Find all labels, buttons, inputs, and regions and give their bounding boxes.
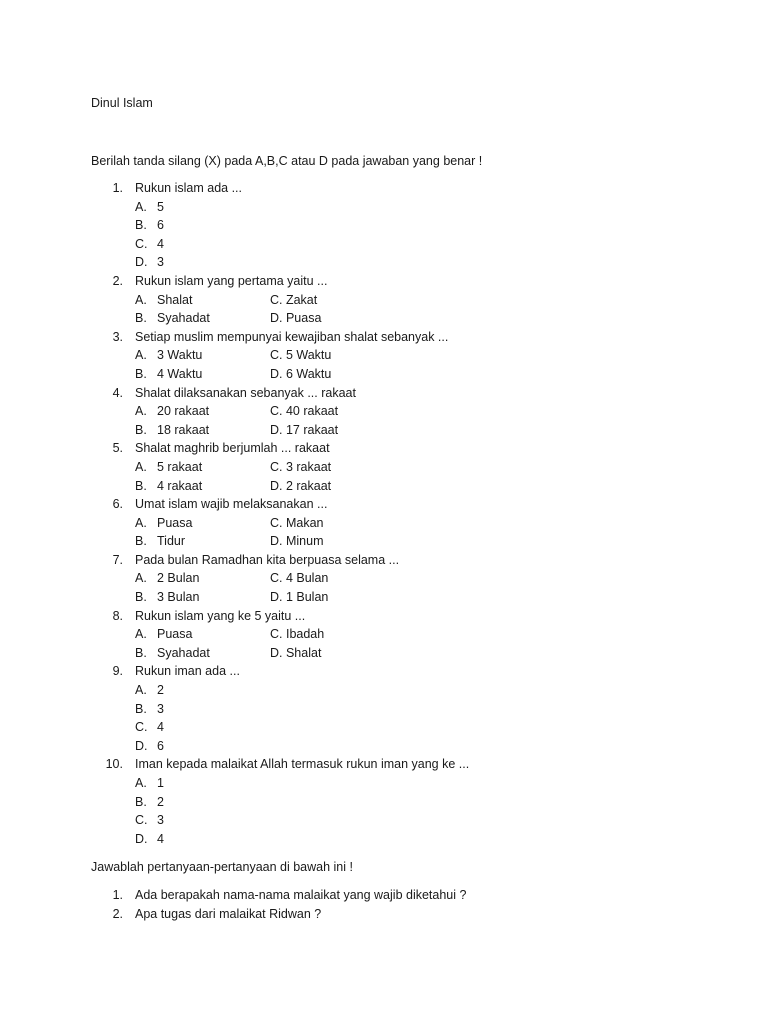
option-letter: D. — [135, 738, 148, 753]
option-letter: A. — [135, 683, 147, 698]
essay-question-item — [91, 886, 691, 905]
option-text: 4 — [157, 720, 164, 735]
answer-option-row — [91, 569, 691, 588]
option-right: D. 2 rakaat — [270, 478, 332, 493]
document-title: Dinul Islam — [91, 96, 153, 110]
essay-question-item — [91, 905, 691, 924]
option-letter: A. — [135, 292, 147, 307]
question-text: Rukun iman ada ... — [135, 664, 240, 679]
option-text: 3 — [157, 701, 164, 716]
question-item — [91, 755, 691, 774]
option-right: C. 5 Waktu — [270, 348, 332, 363]
answer-option — [91, 774, 691, 793]
question-item — [91, 328, 691, 347]
answer-option-row — [91, 644, 691, 663]
question-item — [91, 272, 691, 291]
option-text: 4 — [157, 236, 164, 251]
option-text: 1 — [157, 776, 164, 790]
option-text: 3 — [157, 255, 164, 270]
option-right: D. Puasa — [270, 311, 322, 326]
option-text: 18 rakaat — [157, 422, 210, 437]
answer-option — [91, 718, 691, 737]
option-letter: A. — [135, 404, 147, 419]
multiple-choice-list — [91, 179, 691, 848]
answer-option-row — [91, 514, 691, 533]
option-letter: B. — [135, 645, 147, 660]
option-text: Syahadat — [157, 311, 210, 326]
option-text: Puasa — [157, 627, 193, 642]
question-item — [91, 662, 691, 681]
answer-option — [91, 811, 691, 830]
option-letter: B. — [135, 794, 147, 809]
question-number: 7. — [112, 552, 123, 567]
option-text: 4 Waktu — [157, 366, 203, 381]
question-number: 2. — [112, 906, 123, 921]
option-letter: B. — [135, 590, 147, 605]
option-letter: B. — [135, 534, 147, 549]
question-text: Rukun islam ada ... — [135, 181, 242, 195]
option-letter: B. — [135, 478, 147, 493]
option-text: Tidur — [157, 534, 186, 549]
question-number: 10. — [105, 757, 123, 772]
option-right: C. 40 rakaat — [270, 404, 339, 419]
option-right: C. Ibadah — [270, 627, 325, 642]
question-item — [91, 439, 691, 458]
option-text: 5 rakaat — [157, 459, 203, 474]
question-text: Rukun islam yang pertama yaitu ... — [135, 273, 328, 288]
option-text: Shalat — [157, 292, 193, 307]
option-letter: C. — [135, 236, 148, 251]
answer-option-row — [91, 346, 691, 365]
instruction-essay: Jawablah pertanyaan-pertanyaan di bawah ini ! — [91, 860, 353, 874]
option-letter: A. — [135, 199, 147, 214]
option-letter: A. — [135, 627, 147, 642]
option-letter: A. — [135, 515, 147, 530]
option-right: D. 1 Bulan — [270, 590, 329, 605]
answer-option — [91, 216, 691, 235]
answer-option-row — [91, 291, 691, 310]
option-letter: A. — [135, 459, 147, 474]
option-right: C. 4 Bulan — [270, 571, 329, 586]
answer-option-row — [91, 402, 691, 421]
option-right: C. Makan — [270, 515, 324, 530]
question-text: Setiap muslim mempunyai kewajiban shalat sebanyak ... — [135, 329, 449, 344]
instruction-multiple-choice: Berilah tanda silang (X) pada A,B,C atau D pada jawaban yang benar ! — [91, 154, 483, 168]
answer-option — [91, 253, 691, 272]
answer-option-row — [91, 309, 691, 328]
question-item — [91, 495, 691, 514]
option-letter: B. — [135, 366, 147, 381]
question-text: Rukun islam yang ke 5 yaitu ... — [135, 608, 306, 623]
answer-option — [91, 681, 691, 700]
essay-question-list — [91, 886, 691, 923]
question-item — [91, 607, 691, 626]
question-text: Iman kepada malaikat Allah termasuk rukun iman yang ke ... — [135, 757, 470, 772]
question-number: 1. — [112, 181, 123, 195]
option-right: C. Zakat — [270, 292, 318, 307]
answer-option-row — [91, 625, 691, 644]
option-right: D. Shalat — [270, 645, 322, 660]
option-text: 5 — [157, 199, 164, 214]
question-item — [91, 179, 691, 198]
answer-option-row — [91, 532, 691, 551]
option-text: 6 — [157, 218, 164, 233]
answer-option — [91, 793, 691, 812]
question-text: Shalat maghrib berjumlah ... rakaat — [135, 441, 330, 456]
option-text: 3 Bulan — [157, 590, 200, 605]
option-letter: C. — [135, 720, 148, 735]
question-number: 3. — [112, 329, 123, 344]
option-letter: B. — [135, 311, 147, 326]
answer-option — [91, 737, 691, 756]
option-text: 3 — [157, 813, 164, 828]
option-right: C. 3 rakaat — [270, 459, 332, 474]
answer-option-row — [91, 458, 691, 477]
option-text: Syahadat — [157, 645, 210, 660]
option-letter: B. — [135, 422, 147, 437]
option-text: 2 Bulan — [157, 571, 200, 586]
answer-option-row — [91, 477, 691, 496]
answer-option — [91, 198, 691, 217]
question-number: 5. — [112, 441, 123, 456]
answer-option-row — [91, 365, 691, 384]
question-number: 8. — [112, 608, 123, 623]
option-text: 6 — [157, 738, 164, 753]
question-text: Ada berapakah nama-nama malaikat yang wajib diketahui ? — [135, 888, 467, 902]
option-text: Puasa — [157, 515, 193, 530]
question-number: 2. — [112, 273, 123, 288]
option-text: 4 rakaat — [157, 478, 203, 493]
option-letter: B. — [135, 218, 147, 233]
answer-option — [91, 830, 691, 849]
option-right: D. Minum — [270, 534, 324, 549]
answer-option-row — [91, 588, 691, 607]
question-number: 9. — [112, 664, 123, 679]
option-right: D. 17 rakaat — [270, 422, 339, 437]
question-text: Apa tugas dari malaikat Ridwan ? — [135, 906, 322, 921]
option-text: 3 Waktu — [157, 348, 203, 363]
option-letter: B. — [135, 701, 147, 716]
option-text: 2 — [157, 683, 164, 698]
option-letter: D. — [135, 831, 148, 846]
question-number: 6. — [112, 497, 123, 512]
option-letter: A. — [135, 776, 147, 790]
option-text: 4 — [157, 831, 164, 846]
question-number: 1. — [112, 888, 123, 902]
question-item — [91, 551, 691, 570]
option-letter: C. — [135, 813, 148, 828]
question-text: Pada bulan Ramadhan kita berpuasa selama ... — [135, 552, 400, 567]
option-letter: A. — [135, 571, 147, 586]
option-text: 2 — [157, 794, 164, 809]
question-text: Umat islam wajib melaksanakan ... — [135, 497, 328, 512]
question-number: 4. — [112, 385, 123, 400]
option-text: 20 rakaat — [157, 404, 210, 419]
option-letter: D. — [135, 255, 148, 270]
option-letter: A. — [135, 348, 147, 363]
answer-option-row — [91, 421, 691, 440]
answer-option — [91, 235, 691, 254]
answer-option — [91, 700, 691, 719]
question-item — [91, 384, 691, 403]
question-text: Shalat dilaksanakan sebanyak ... rakaat — [135, 385, 356, 400]
option-right: D. 6 Waktu — [270, 366, 332, 381]
